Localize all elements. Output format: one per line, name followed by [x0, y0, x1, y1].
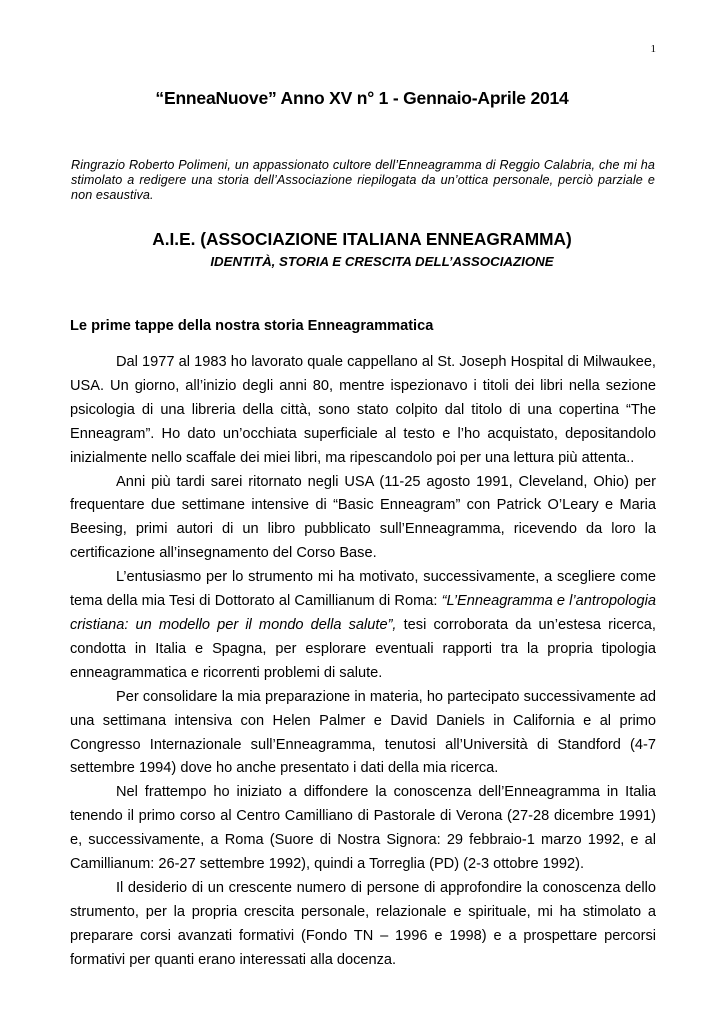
- acknowledgement-note: Ringrazio Roberto Polimeni, un appassionato cultore dell’Enneagramma di Reggio Calabria, che mi ha stimolato a redigere una storia dell’Associazione riepilogata da un’ottica personale, perciò parziale e non esaustiva.: [71, 158, 655, 202]
- paragraph-3-intro: L’entusiasmo per lo strumento mi ha motivato, successivamente, a scegliere come tema della mia Tesi di Dottorato al Camillianum di Roma:: [70, 569, 656, 610]
- association-title: A.I.E. (ASSOCIAZIONE ITALIANA ENNEAGRAMMA): [152, 229, 572, 249]
- paragraph-6: Il desiderio di un crescente numero di persone di approfondire la conoscenza dello strumento, per la propria crescita personale, relazionale e spirituale, mi ha stimolato a preparare corsi avanzati formativi (Fondo TN – 1996 e 1998) e a prospettare percorsi formativi per quanti erano interessati alla docenza.: [70, 879, 656, 968]
- paragraph-1: Dal 1977 al 1983 ho lavorato quale cappellano al St. Joseph Hospital di Milwaukee, USA. Un giorno, all’inizio degli anni 80, mentre ispezionavo i titoli dei libri nella sezione psicologia di una libreria della città, sono stato colpito dal titolo di una copertina “The Enneagram”. Ho dato un’occhiata superficiale al testo e l’ho acquistato, depositandolo inizialmente nello scaffale dei miei libri, ma ripescandolo poi per una lettura più attenta..: [70, 354, 656, 466]
- paragraph-4: Per consolidare la mia preparazione in materia, ho partecipato successivamente ad una settimana intensiva con Helen Palmer e David Daniels in California e al primo Congresso Internazionale sull’Enneagramma, tenutosi all’Università di Standford (4-7 settembre 1994) dove ho anche presentato i dati della mia ricerca.: [70, 688, 656, 777]
- paragraph-3-rest: tesi corroborata da un’estesa ricerca, condotta in Italia e Spagna, per esplorare eventuali rapporti tra la propria tipologia enneagrammatica e ricorrenti problemi di salute.: [70, 616, 656, 681]
- section-heading: Le prime tappe della nostra storia Enneagrammatica: [70, 318, 434, 334]
- paragraph-2: Anni più tardi sarei ritornato negli USA (11-25 agosto 1991, Cleveland, Ohio) per frequentare due settimane intensive di “Basic Enneagram” con Patrick O’Leary e Maria Beesing, primi autori di un libro pubblicato sull’Enneagramma, ricevendo da loro la certificazione all’insegnamento del Corso Base.: [70, 473, 656, 562]
- association-subtitle: IDENTITÀ, STORIA E CRESCITA DELL’ASSOCIAZIONE: [210, 254, 554, 269]
- body-text: [70, 351, 656, 973]
- thesis-title: “L’Enneagramma e l’antropologia cristiana: un modello per il mondo della salute”,: [70, 593, 656, 633]
- paragraph-5: Nel frattempo ho iniziato a diffondere la conoscenza dell’Enneagramma in Italia tenendo il primo corso al Centro Camilliano di Pastorale di Verona (27-28 dicembre 1991) e, successivamente, a Roma (Suore di Nostra Signora: 29 febbraio-1 marzo 1992, e al Camillianum: 26-27 settembre 1992), quindi a Torreglia (PD) (2-3 ottobre 1992).: [70, 784, 656, 873]
- newsletter-header-title: “EnneaNuove” Anno XV n° 1 - Gennaio-Aprile 2014: [155, 88, 569, 108]
- paragraph-3: [70, 566, 656, 686]
- page-number: 1: [650, 43, 656, 55]
